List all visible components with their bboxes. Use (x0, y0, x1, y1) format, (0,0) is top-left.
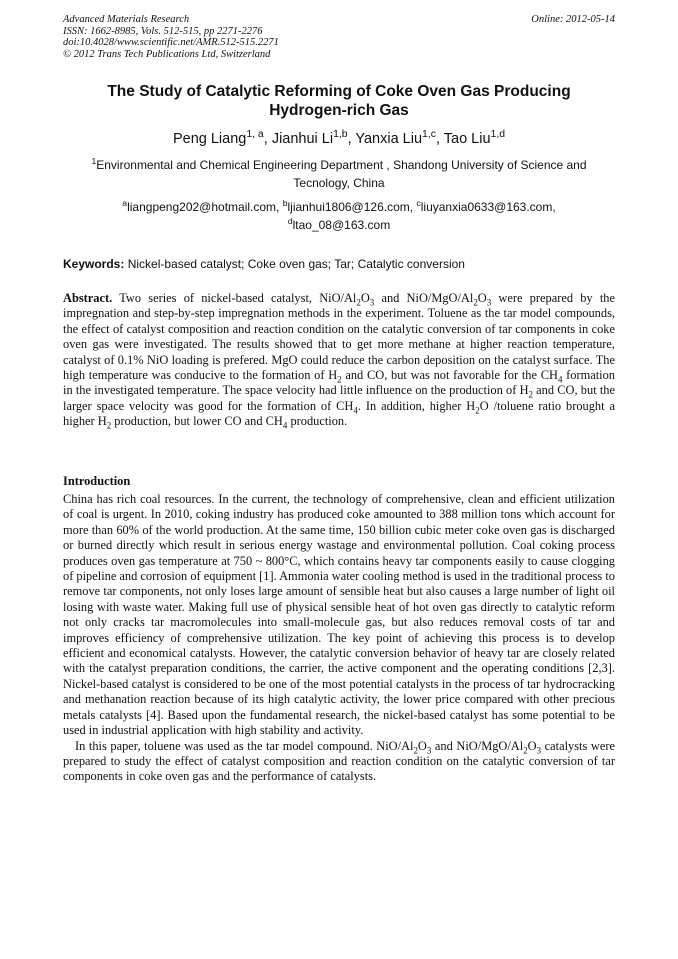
doi-line: doi:10.4028/www.scientific.net/AMR.512-515.2271 (63, 37, 279, 48)
subscript: 3 (536, 744, 542, 755)
author-separator: , (435, 131, 444, 147)
abstract (63, 291, 615, 430)
abstract-label: Abstract. (63, 291, 113, 305)
affiliation-mark: 1 (91, 156, 97, 166)
keywords-text: Nickel-based catalyst; Coke oven gas; Tar; Catalytic conversion (124, 257, 465, 271)
email-mark: a (122, 198, 128, 208)
affiliation (63, 156, 615, 192)
journal-name: Advanced Materials Research (63, 14, 190, 25)
email-a: liangpeng202@hotmail.com, (127, 200, 283, 214)
author-affiliation-mark: 1,c (422, 129, 436, 141)
author-name: Tao Liu (443, 131, 491, 147)
subscript: 3 (369, 297, 375, 308)
subscript: 2 (356, 297, 361, 308)
subscript: 3 (426, 744, 432, 755)
subscript: 2 (413, 744, 418, 755)
subscript: 2 (523, 744, 528, 755)
title-line-2: Hydrogen-rich Gas (269, 102, 409, 119)
author-list (63, 130, 615, 148)
online-date: Online: 2012-05-14 (531, 14, 615, 25)
author-separator: , (347, 131, 356, 147)
intro-paragraph-1: China has rich coal resources. In the current, the technology of comprehensive, clean and efficient utilization of coal is urgent. In 2010, coking industry has produced coke amounted to 388 million tons which account for more than 60% of the world production. At the same time, 150 billion cubic meter coke oven gas is discharged or burned directly which result in serious energy wastage and environmental pollution. Coal coking process produces oven gas temperature at 750 ~ 800°C, which contains heavy tar components easily to cause clogging of pipeline and corrosion of equipment [1]. Ammonia water cooling method is used in the traditional process to remove tar components, not only loses large amount of sensible heat but also causes a large number of light oil losing with waste water. Making full use of physical sensible heat of hot oven gas directly to catalytic reform not only cracks tar macromolecules into small-molecule gas, but also reduces removal costs of tar and improves efficiency of comprehensive utilization. The key point of achieving this process is to develop efficient and economical catalysts. However, the catalytic conversion behavior of heavy tar are closely related with the catalyst preparation conditions, the carrier, the active component and the operating conditions [2,3]. Nickel-based catalyst is considered to be one of the most potential catalysts in the process of tar hydrocracking and methanation reaction because of its high catalytic activity, the lower price compared with other precious metals catalysts [4]. Based upon the fundamental research, the nickel-based catalyst has some potential to be used in industrial application with high stability and activity. (63, 492, 615, 738)
email-c: liuyanxia0633@163.com, (420, 200, 556, 214)
author-affiliation-mark: 1,b (333, 129, 348, 141)
copyright-line: © 2012 Trans Tech Publications Ltd, Switzerland (63, 48, 271, 60)
subscript: 2 (473, 297, 478, 308)
subscript: 4 (282, 420, 288, 431)
subscript: 2 (106, 420, 112, 431)
introduction-heading: Introduction (63, 474, 131, 488)
author-affiliation-mark: 1,d (490, 129, 506, 141)
email-mark: b (282, 198, 288, 208)
introduction-body (63, 492, 615, 785)
keywords-label: Keywords: (63, 257, 125, 271)
subscript: 2 (528, 389, 533, 400)
affiliation-line-2: Tecnology, China (293, 176, 385, 190)
email-b: ljianhui1806@126.com, (287, 200, 417, 214)
author-affiliation-mark: 1, a (246, 129, 264, 141)
subscript: 2 (475, 405, 480, 416)
intro-paragraph-2: In this paper, toluene was used as the tar model compound. NiO/$Al_2O_3$ and NiO/$MgO/Al_2O_3$ catalysts were prepared to study the effect of catalyst composition and reaction condition on the catalytic conversion of tar components in coke oven gas and the performance of catalysts. (63, 738, 615, 784)
affiliation-line-1: Environmental and Chemical Engineering Department , Shandong University of Science and (96, 158, 587, 172)
paper-title (63, 82, 615, 120)
email-mark: d (287, 216, 293, 226)
email-d: ltao_08@163.com (292, 218, 391, 232)
author-name: Peng Liang (172, 131, 247, 147)
issn-line: ISSN: 1662-8985, Vols. 512-515, pp 2271-2276 (63, 25, 263, 37)
email-list (63, 198, 615, 234)
subscript: 4 (353, 405, 358, 416)
email-mark: c (416, 198, 421, 208)
abstract-text: Two series of nickel-based catalyst, NiO/$Al_2O_3$ and NiO/$MgO/Al_2O_3$ were prepared by the impregnation and step-by-step impregnation methods in the experiment. Toluene as the tar model compounds, the effect of catalyst composition and reaction condition on the catalytic conversion of tar components in coke oven gas were investigated. The results showed that to get more methane at higher reaction temperature, catalyst of 0.1% NiO loading is prefered. MgO could reduce the carbon deposition on the catalyst surface. The high temperature was conducive to the formation of $H_2$ and CO, but was not favorable for the $CH_4$ formation in the investigated temperature. The space velocity had little influence on the production of $H_2$ and CO, but the larger space velocity was good for the formation of $CH_4$. In addition, higher $H_2O$ /toluene ratio brought a higher $H_2$ production, but lower CO and $CH_4$ production. (63, 291, 616, 431)
journal-header (63, 14, 615, 60)
subscript: 4 (557, 374, 563, 385)
author-name: Yanxia Liu (355, 131, 423, 147)
title-line-1: The Study of Catalytic Reforming of Coke Oven Gas Producing (107, 83, 571, 100)
author-separator: , (263, 131, 272, 147)
author-name: Jianhui Li (271, 131, 334, 147)
subscript: 3 (486, 297, 492, 308)
subscript: 2 (337, 374, 342, 385)
keywords (63, 256, 615, 272)
